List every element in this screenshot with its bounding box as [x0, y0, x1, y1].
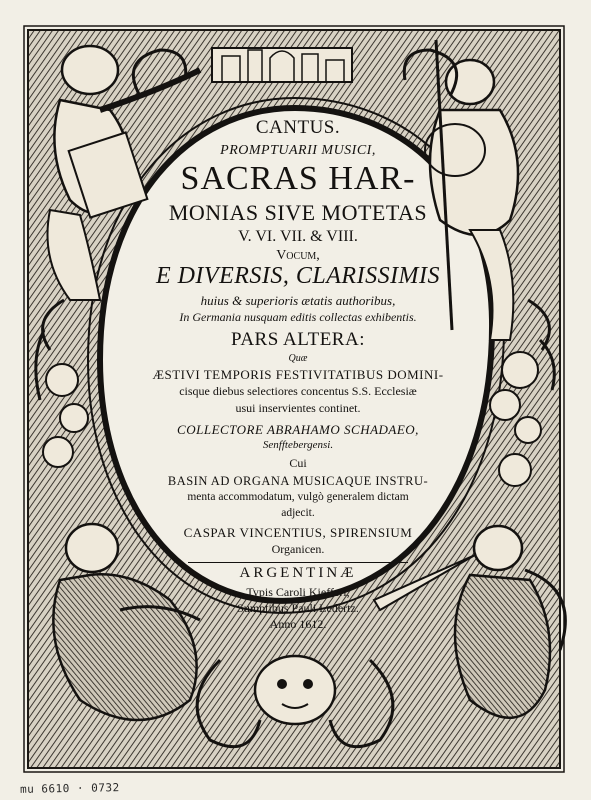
imprint-year: Anno 1612. [269, 617, 327, 631]
imprint-printer: Typis Caroli Kiefferi, [246, 585, 350, 599]
sources-line3: In Germania nusquam editis collectas exhibentis. [179, 310, 417, 324]
library-shelfmark: mu 6610 · 0732 [19, 781, 120, 796]
imprint-place: ARGENTINÆ [188, 562, 408, 581]
main-title-line2: MONIAS SIVE MOTETAS [168, 200, 428, 225]
collector-name: COLLECTORE ABRAHAMO SCHADAEO, [177, 422, 419, 437]
basso-line3: adjecit. [281, 507, 315, 519]
voice-part: CANTUS. [255, 117, 341, 138]
part-heading: PARS ALTERA: [231, 329, 365, 350]
title-text-block [108, 112, 488, 631]
sources-line2: huius & superioris ætatis authoribus, [200, 293, 396, 308]
organist-role: Organicen. [271, 542, 325, 556]
vocum-label: Vocum, [276, 248, 320, 263]
que-label: Quæ [288, 353, 308, 364]
series-title: PROMPTUARII MUSICI, [220, 143, 376, 158]
collector-origin: Senfftebergensi. [262, 439, 334, 451]
voices-count: V. VI. VII. & VIII. [238, 228, 358, 245]
sources-line1: E DIVERSIS, CLARISSIMIS [155, 263, 441, 289]
cui-label: Cui [289, 456, 307, 470]
contents-line1: ÆSTIVI TEMPORIS FESTIVITATIBUS DOMINI- [152, 367, 444, 382]
main-title-line1: SACRAS HAR- [180, 160, 416, 197]
city-vignette-icon [212, 48, 352, 82]
contents-line2: cisque diebus selectiores concentus S.S. Ecclesiæ [179, 384, 417, 398]
imprint-publisher: Sumptibus Pauli Ledertz. [237, 601, 359, 615]
contents-line3: usui inservientes continet. [235, 401, 361, 415]
basso-line2: menta accommodatum, vulgò generalem dictam [187, 491, 409, 503]
basso-line1: BASIN AD ORGANA MUSICAQUE INSTRU- [167, 474, 429, 488]
organist-name: CASPAR VINCENTIUS, SPIRENSIUM [183, 525, 413, 540]
